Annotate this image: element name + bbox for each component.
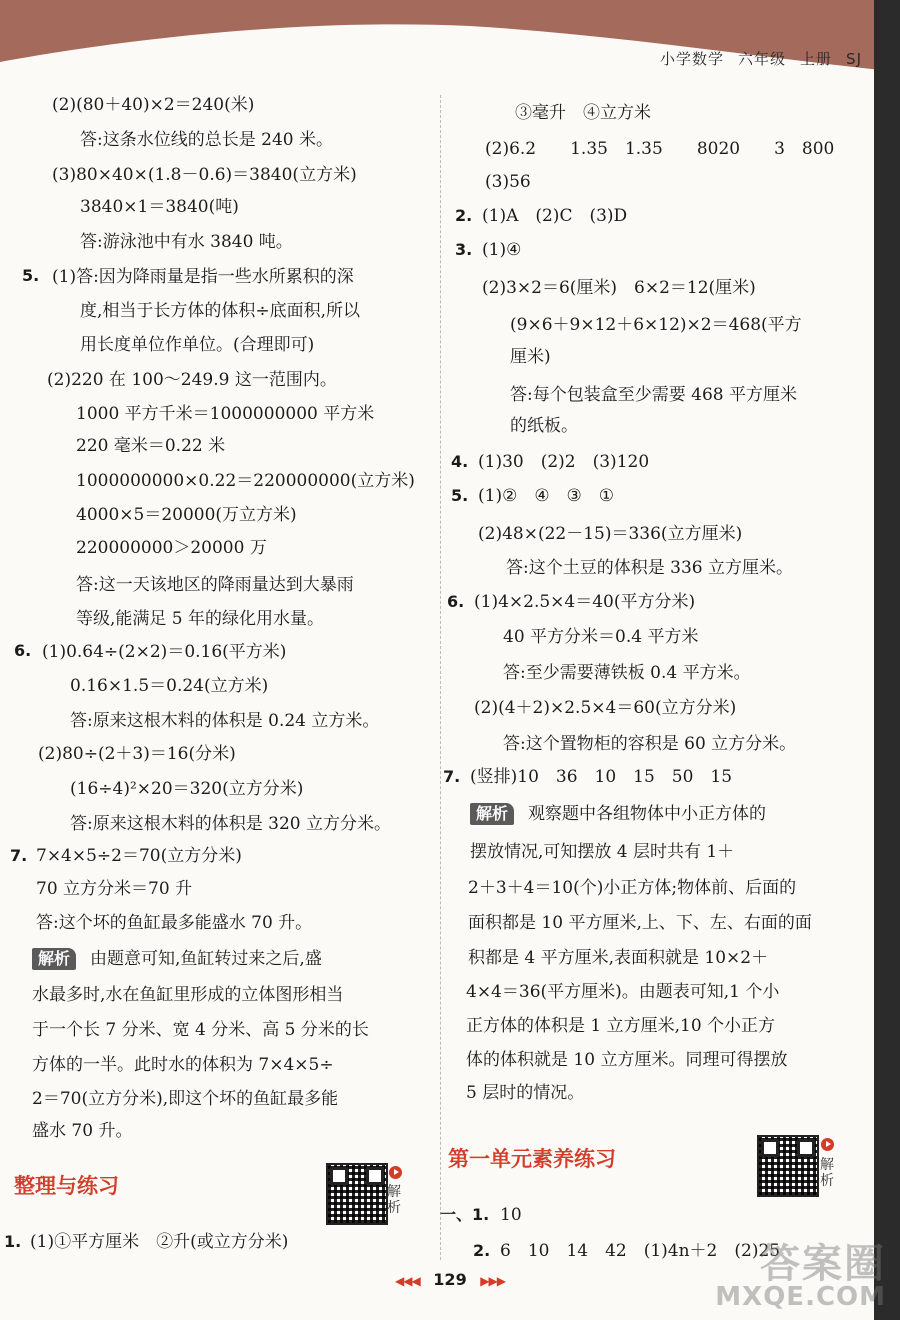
answer-line: 等级,能满足 5 年的绿化用水量。 [76, 609, 325, 629]
explanation-line: 解析 观察题中各组物体中小正方体的 [470, 803, 766, 825]
answer-line: (2)80÷(2＋3)＝16(分米) [38, 744, 236, 764]
qr-label: 解析 [387, 1184, 401, 1216]
answer-line: 答:原来这根木料的体积是 320 立方分米。 [70, 814, 391, 834]
answer-line: 度,相当于长方体的体积÷底面积,所以 [80, 301, 361, 321]
answer-line: (1)0.64÷(2×2)＝0.16(平方米) [42, 642, 287, 662]
answer-line: 答:这个坏的鱼缸最多能盛水 70 升。 [36, 913, 313, 933]
answer-line: 0.16×1.5＝0.24(立方米) [70, 676, 269, 696]
answer-line: 厘米) [510, 347, 551, 367]
question-number: 2. [473, 1241, 491, 1260]
answer-line: 答:至少需要薄铁板 0.4 平方米。 [503, 663, 751, 683]
answer-line: 70 立方分米＝70 升 [36, 879, 193, 899]
page-number: 129 [433, 1270, 467, 1289]
answer-line: (3)56 [485, 172, 531, 192]
section-title: 第一单元素养练习 [448, 1147, 616, 1171]
answer-line: 220 毫米＝0.22 米 [76, 436, 226, 456]
answer-line: 答:原来这根木料的体积是 0.24 立方米。 [70, 711, 380, 731]
answer-line: 3840×1＝3840(吨) [80, 197, 239, 217]
answer-line: (3)80×40×(1.8－0.6)＝3840(立方米) [52, 165, 357, 185]
header-term: 上册 [800, 50, 833, 68]
qr-code[interactable] [326, 1163, 388, 1225]
explanation-line: 2＝70(立方分米),即这个坏的鱼缸最多能 [32, 1089, 339, 1109]
answer-line: 40 平方分米＝0.4 平方米 [503, 627, 699, 647]
question-number: 一、1. [440, 1205, 490, 1224]
prev-arrows-icon: ◀◀◀ [395, 1274, 420, 1288]
explanation-line: 积都是 4 平方厘米,表面积就是 10×2＋ [468, 948, 769, 968]
answer-line: 6 10 14 42 (1)4n＋2 (2)25 [500, 1241, 781, 1261]
column-divider [440, 95, 441, 1260]
answer-line: 的纸板。 [510, 416, 578, 436]
play-icon [389, 1166, 402, 1179]
answer-line: 10 [500, 1205, 522, 1225]
answer-line: 答:这个土豆的体积是 336 立方厘米。 [506, 558, 793, 578]
answer-line: (1)② ④ ③ ① [478, 486, 615, 506]
question-number: 2. [455, 206, 473, 225]
question-number: 6. [447, 592, 465, 611]
watermark-logo: 答案圈 MXQE.COM [715, 1241, 886, 1312]
answer-line: 答:每个包装盒至少需要 468 平方厘米 [510, 385, 797, 405]
explanation-line: 摆放情况,可知摆放 4 层时共有 1＋ [470, 842, 735, 862]
explanation-line: 于一个长 7 分米、宽 4 分米、高 5 分米的长 [32, 1020, 369, 1040]
answer-line: 1000000000×0.22＝220000000(立方米) [76, 471, 415, 491]
answer-line: 答:这条水位线的总长是 240 米。 [80, 130, 333, 150]
answer-line: (2)(4＋2)×2.5×4＝60(立方分米) [474, 698, 737, 718]
explanation-tag: 解析 [32, 948, 76, 970]
explanation-line: 水最多时,水在鱼缸里形成的立体图形相当 [32, 985, 344, 1005]
answer-line: (2)48×(22－15)＝336(立方厘米) [478, 524, 743, 544]
answer-line: (2)6.2 1.35 1.35 8020 3 800 [485, 139, 835, 159]
header-grade: 六年级 [738, 50, 787, 68]
header-edition: SJ [846, 50, 862, 68]
section-title: 整理与练习 [14, 1174, 119, 1198]
explanation-line: 4×4＝36(平方厘米)。由题表可知,1 个小 [466, 982, 780, 1002]
explanation-line: 正方体的体积是 1 立方厘米,10 个小正方 [466, 1016, 776, 1036]
answer-line: (1)答:因为降雨量是指一些水所累积的深 [52, 267, 354, 287]
answer-line: (1)30 (2)2 (3)120 [478, 452, 650, 472]
answer-line: 220000000＞20000 万 [76, 538, 267, 558]
explanation-line: 盛水 70 升。 [32, 1121, 133, 1141]
header-book-info [646, 48, 862, 69]
play-icon [821, 1138, 834, 1151]
answer-line: (9×6＋9×12＋6×12)×2＝468(平方 [510, 315, 802, 335]
question-number: 1. [4, 1232, 22, 1251]
explanation-tag: 解析 [470, 803, 514, 825]
answer-line: 7×4×5÷2＝70(立方分米) [36, 846, 242, 866]
question-number: 6. [14, 641, 32, 660]
answer-line: 答:这一天该地区的降雨量达到大暴雨 [76, 575, 354, 595]
answer-line: (1)①平方厘米 ②升(或立方分米) [30, 1232, 289, 1252]
answer-line: (1)A (2)C (3)D [482, 206, 628, 226]
answer-line: 答:游泳池中有水 3840 吨。 [80, 232, 293, 252]
answer-line: (竖排)10 36 10 15 50 15 [470, 767, 733, 787]
question-number: 7. [443, 767, 461, 786]
answer-line: (2)(80＋40)×2＝240(米) [52, 95, 255, 115]
answer-line: (16÷4)²×20＝320(立方分米) [70, 779, 304, 799]
answer-line: 用长度单位作单位。(合理即可) [80, 335, 315, 355]
explanation-line: 面积都是 10 平方厘米,上、下、左、右面的面 [468, 913, 812, 933]
page-edge [874, 0, 900, 1320]
answer-line: 1000 平方千米＝1000000000 平方米 [76, 404, 375, 424]
question-number: 7. [10, 846, 28, 865]
question-number: 5. [22, 266, 40, 285]
next-arrows-icon: ▶▶▶ [480, 1274, 505, 1288]
explanation-line: 2＋3＋4＝10(个)小正方体;物体前、后面的 [468, 878, 797, 898]
question-number: 4. [451, 452, 469, 471]
answer-line: 4000×5＝20000(万立方米) [76, 505, 297, 525]
answer-line: (2)3×2＝6(厘米) 6×2＝12(厘米) [482, 278, 756, 298]
question-number: 3. [455, 240, 473, 259]
explanation-line: 5 层时的情况。 [466, 1083, 585, 1103]
question-number: 5. [451, 486, 469, 505]
answer-line: 答:这个置物柜的容积是 60 立方分米。 [503, 734, 797, 754]
answer-line: (2)220 在 100～249.9 这一范围内。 [47, 370, 337, 390]
answer-line: ③毫升 ④立方米 [515, 103, 651, 123]
qr-label: 解析 [820, 1157, 834, 1189]
explanation-line: 体的体积就是 10 立方厘米。同理可得摆放 [466, 1050, 788, 1070]
header-subject: 小学数学 [660, 50, 725, 68]
answer-line: (1)4×2.5×4＝40(平方分米) [474, 592, 696, 612]
qr-code[interactable] [757, 1135, 819, 1197]
answer-line: (1)④ [482, 240, 522, 260]
explanation-line: 解析 由题意可知,鱼缸转过来之后,盛 [32, 948, 322, 970]
explanation-line: 方体的一半。此时水的体积为 7×4×5÷ [32, 1055, 334, 1075]
